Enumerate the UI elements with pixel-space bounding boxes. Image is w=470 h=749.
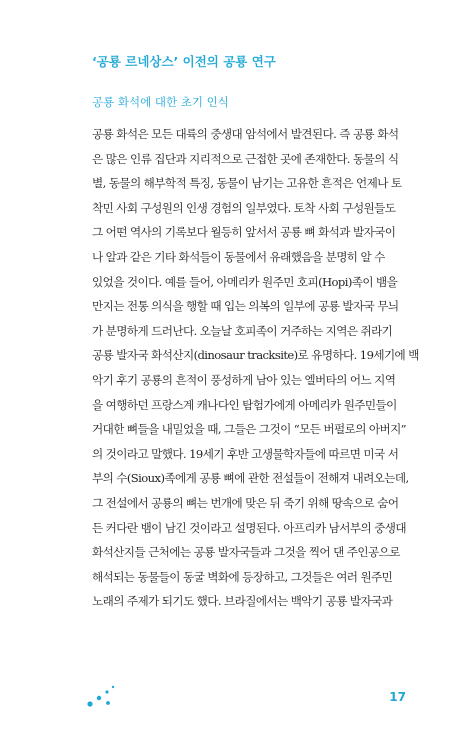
body-line: 있었을 것이다. 예를 들어, 아메리카 원주민 호피(Hopi)족이 뱀을 bbox=[92, 274, 398, 289]
section-heading: 공룡 화석에 대한 초기 인식 bbox=[92, 95, 229, 109]
body-line: 을 여행하던 프랑스계 캐나다인 탐험가에게 아메리카 원주민들이 bbox=[92, 397, 397, 412]
body-line: 착민 사회 구성원의 인생 경험의 일부였다. 토착 사회 구성원들도 bbox=[92, 200, 396, 215]
body-line: 만지는 전통 의식을 행할 때 입는 의복의 일부에 공룡 발자국 무늬 bbox=[92, 299, 399, 314]
body-line: 공룡 발자국 화석산지(dinosaur tracksite)로 유명하다. 19세기에 백 bbox=[92, 348, 419, 363]
body-line: 은 많은 인류 집단과 지리적으로 근접한 곳에 존재한다. 동물의 식 bbox=[92, 151, 399, 166]
body-line: 해석되는 동물들이 동굴 벽화에 등장하고, 그것들은 여러 원주민 bbox=[92, 569, 393, 584]
body-line: 거대한 뼈들을 내밀었을 때, 그들은 그것이 “모든 버펄로의 아버지” bbox=[92, 422, 407, 437]
body-line: 화석산지들 근처에는 공룡 발자국들과 그것을 찍어 댄 주인공으로 bbox=[92, 545, 400, 560]
body-line: 악기 후기 공룡의 흔적이 풍성하게 남아 있는 엘버타의 어느 지역 bbox=[92, 372, 396, 387]
body-line: 그 전설에서 공룡의 뼈는 번개에 맞은 뒤 죽기 위해 땅속으로 숨어 bbox=[92, 495, 399, 510]
body-line: 공룡 화석은 모든 대륙의 중생대 암석에서 발견된다. 즉 공룡 화석 bbox=[92, 127, 399, 141]
body-line: 든 커다란 뱀이 남긴 것이라고 설명된다. 아프리카 남서부의 중생대 bbox=[92, 520, 406, 535]
dots-constellation-icon bbox=[86, 684, 116, 708]
body-line: 가 분명하게 드러난다. 오늘날 호피족이 거주하는 지역은 쥐라기 bbox=[92, 323, 393, 338]
body-line: 나 알과 같은 기타 화석들이 동물에서 유래했음을 분명히 알 수 bbox=[92, 249, 385, 264]
body-line: 의 것이라고 말했다. 19세기 후반 고생물학자들에 따르면 미국 서 bbox=[92, 446, 399, 461]
body-line: 그 어떤 역사의 기록보다 월등히 앞서서 공룡 뼈 화석과 발자국이 bbox=[92, 225, 396, 240]
body-line: 부의 수(Sioux)족에게 공룡 뼈에 관한 전설들이 전해져 내려오는데, bbox=[92, 471, 409, 486]
chapter-title: ‘공룡 르네상스’ 이전의 공룡 연구 bbox=[92, 54, 276, 69]
body-line: 노래의 주제가 되기도 했다. 브라질에서는 백악기 공룡 발자국과 bbox=[92, 594, 393, 609]
page-number: 17 bbox=[389, 690, 406, 704]
body-text bbox=[92, 122, 419, 614]
body-line: 별, 동물의 해부학적 특징, 동물이 남기는 고유한 흔적은 언제나 토 bbox=[92, 176, 402, 191]
